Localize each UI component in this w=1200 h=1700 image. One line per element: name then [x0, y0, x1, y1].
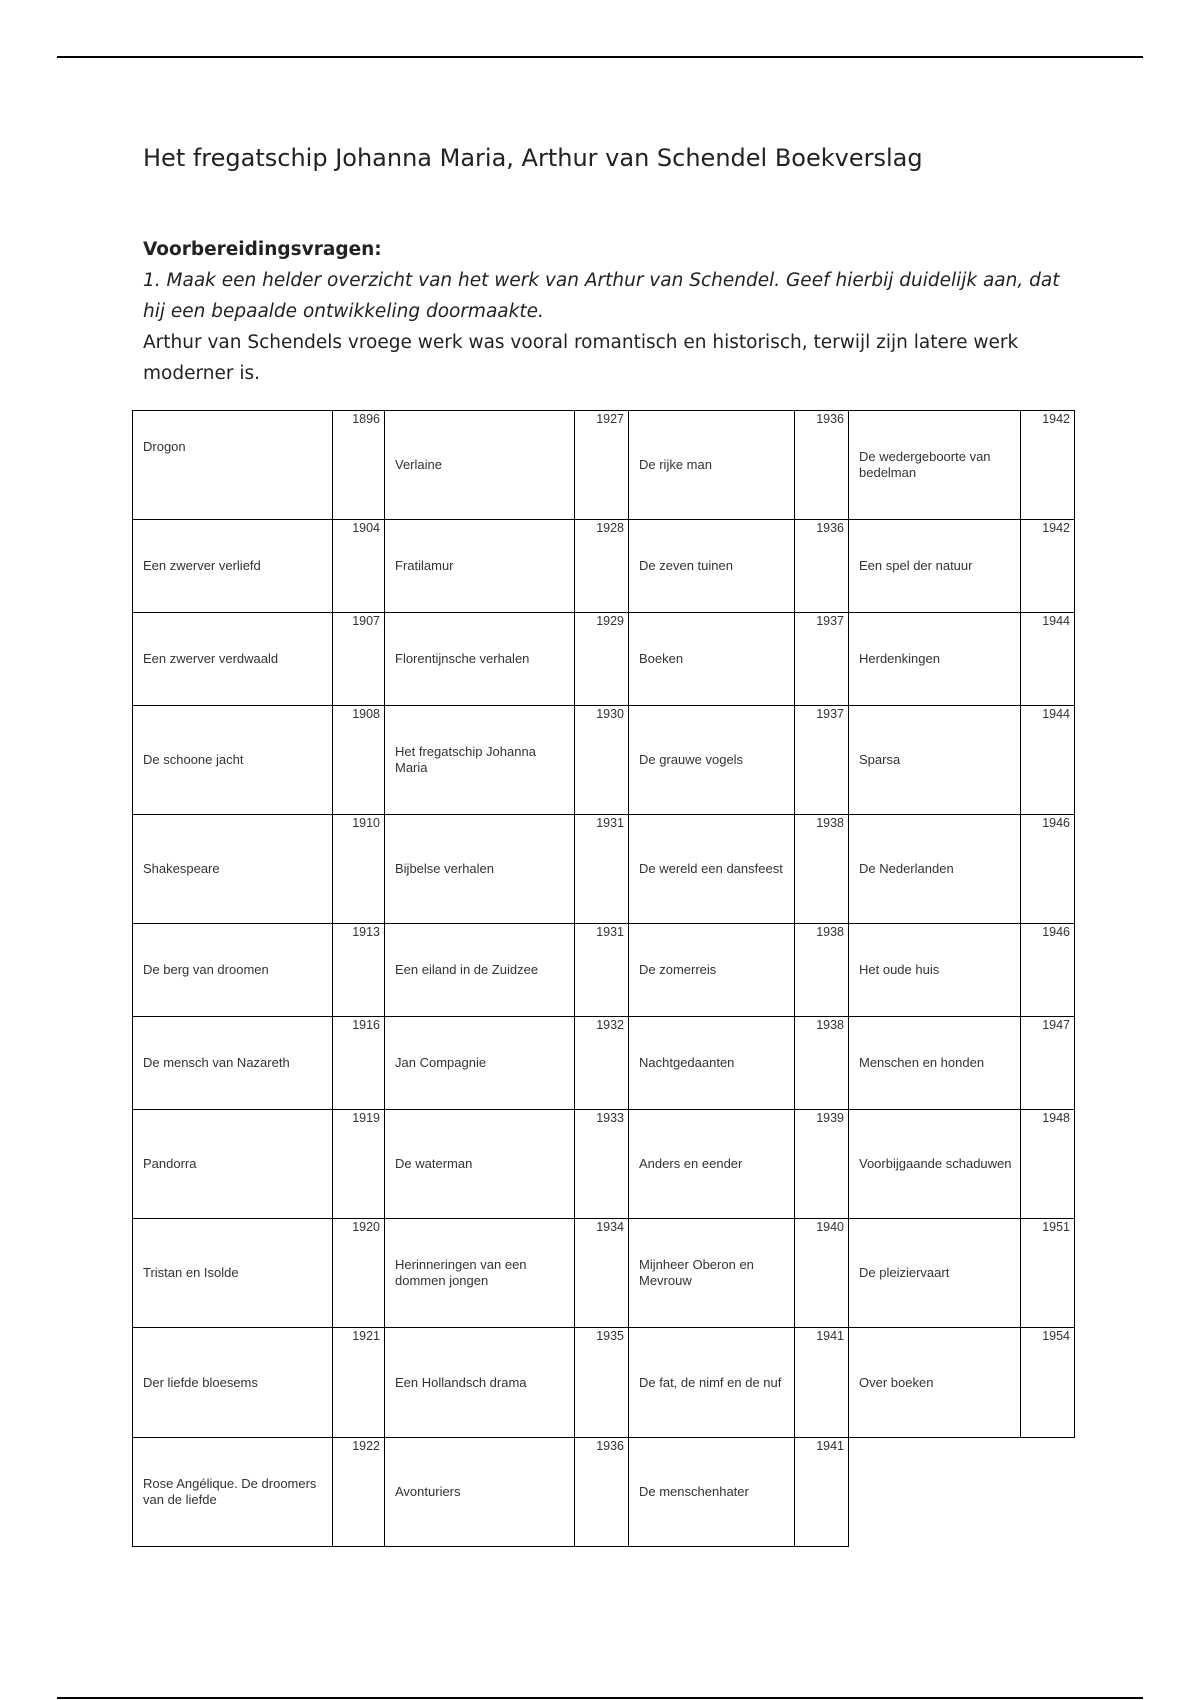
- work-title: Bijbelse verhalen: [395, 861, 495, 876]
- table-row: [133, 1219, 1075, 1328]
- work-title-cell: [385, 613, 575, 706]
- work-year-cell: [795, 520, 849, 613]
- work-year-cell: [795, 1438, 849, 1547]
- work-year-cell: [575, 815, 629, 924]
- work-year: 1941: [816, 1439, 844, 1453]
- work-title-cell: [849, 815, 1021, 924]
- work-title-cell: [849, 613, 1021, 706]
- work-title: Tristan en Isolde: [143, 1265, 239, 1280]
- work-year: 1936: [816, 412, 844, 426]
- work-year: 1919: [352, 1111, 380, 1125]
- work-title-cell: [849, 1328, 1021, 1438]
- work-title: Een Hollandsch drama: [395, 1374, 527, 1390]
- work-title: Een zwerver verdwaald: [143, 651, 279, 666]
- work-title: Jan Compagnie: [395, 1055, 487, 1070]
- work-title: De zomerreis: [639, 962, 717, 977]
- answer-text: Arthur van Schendels vroege werk was vooral romantisch en historisch, terwijl zijn latere werk moderner is.: [143, 332, 1019, 384]
- empty-cell: [1021, 1438, 1075, 1547]
- work-year-cell: [575, 706, 629, 815]
- work-year-cell: [1021, 1110, 1075, 1219]
- work-year: 1948: [1042, 1111, 1070, 1125]
- work-title-cell: [133, 815, 333, 924]
- work-title-cell: [629, 1438, 795, 1547]
- table-row: [133, 1438, 1075, 1547]
- work-year-cell: [795, 1219, 849, 1328]
- work-title: De waterman: [395, 1156, 473, 1171]
- work-title: Avonturiers: [395, 1484, 461, 1499]
- work-title-cell: [629, 924, 795, 1017]
- work-year: 1910: [352, 816, 380, 830]
- work-year-cell: [1021, 520, 1075, 613]
- table-row: [133, 520, 1075, 613]
- work-title-cell: [629, 1328, 795, 1438]
- work-year-cell: [1021, 924, 1075, 1017]
- work-title: Een eiland in de Zuidzee: [395, 962, 539, 977]
- work-title-cell: [385, 411, 575, 520]
- work-year: 1947: [1042, 1018, 1070, 1032]
- work-year-cell: [575, 1438, 629, 1547]
- work-year-cell: [575, 1219, 629, 1328]
- work-title: Het fregatschip Johanna Maria: [395, 744, 536, 775]
- work-title-cell: [849, 1017, 1021, 1110]
- work-year: 1904: [352, 521, 380, 535]
- work-title-cell: [629, 613, 795, 706]
- work-title: De pleiziervaart: [859, 1265, 950, 1280]
- work-year-cell: [795, 706, 849, 815]
- work-year-cell: [575, 411, 629, 520]
- table-row: [133, 1328, 1075, 1438]
- work-title-cell: [133, 1110, 333, 1219]
- work-title: Florentijnsche verhalen: [395, 651, 530, 666]
- work-year: 1935: [596, 1329, 624, 1343]
- work-title: Drogon: [143, 439, 186, 454]
- work-title: De rijke man: [639, 457, 712, 472]
- work-title-cell: [629, 411, 795, 520]
- document-title: Het fregatschip Johanna Maria, Arthur van Schendel Boekverslag: [143, 144, 923, 172]
- work-year: 1907: [352, 614, 380, 628]
- work-year: 1930: [596, 707, 624, 721]
- work-year: 1940: [816, 1220, 844, 1234]
- work-year-cell: [333, 1110, 385, 1219]
- work-year: 1908: [352, 707, 380, 721]
- work-year: 1941: [816, 1329, 844, 1343]
- table-row: [133, 1110, 1075, 1219]
- work-title: Nachtgedaanten: [639, 1055, 735, 1070]
- work-title-cell: [629, 706, 795, 815]
- work-year: 1934: [596, 1220, 624, 1234]
- work-year-cell: [795, 411, 849, 520]
- work-year: 1916: [352, 1018, 380, 1032]
- work-title: Rose Angélique. De droomers van de liefde: [143, 1476, 317, 1507]
- work-title: Sparsa: [859, 752, 901, 767]
- work-title-cell: [849, 411, 1021, 520]
- work-title: Een zwerver verliefd: [143, 558, 261, 573]
- work-title: Shakespeare: [143, 861, 220, 876]
- work-year: 1920: [352, 1220, 380, 1234]
- work-title-cell: [133, 1438, 333, 1547]
- work-year: 1933: [596, 1111, 624, 1125]
- work-title-cell: [133, 1328, 333, 1438]
- work-title-cell: [849, 706, 1021, 815]
- work-title-cell: [629, 1219, 795, 1328]
- work-year-cell: [795, 613, 849, 706]
- work-year-cell: [1021, 411, 1075, 520]
- work-year-cell: [333, 411, 385, 520]
- work-title: De menschenhater: [639, 1484, 749, 1499]
- work-title-cell: [133, 924, 333, 1017]
- header-rule: [57, 56, 1143, 58]
- work-title: De fat, de nimf en de nuf: [639, 1374, 782, 1390]
- work-title-cell: [849, 1219, 1021, 1328]
- work-title-cell: [385, 1110, 575, 1219]
- work-year: 1946: [1042, 816, 1070, 830]
- work-title: Pandorra: [143, 1156, 197, 1171]
- work-title: Fratilamur: [395, 558, 454, 573]
- work-title-cell: [385, 706, 575, 815]
- work-title-cell: [629, 1110, 795, 1219]
- work-title: Anders en eender: [639, 1156, 743, 1171]
- work-title-cell: [385, 1017, 575, 1110]
- work-year-cell: [795, 1110, 849, 1219]
- work-title: De grauwe vogels: [639, 752, 744, 767]
- work-year-cell: [575, 924, 629, 1017]
- work-title: Een spel der natuur: [859, 558, 973, 573]
- work-year-cell: [333, 815, 385, 924]
- section-heading: Voorbereidingsvragen:: [143, 239, 382, 260]
- work-year: 1931: [596, 816, 624, 830]
- work-title: Herinneringen van een dommen jongen: [395, 1257, 527, 1288]
- work-year-cell: [333, 1438, 385, 1547]
- work-title: De zeven tuinen: [639, 558, 733, 573]
- work-year: 1913: [352, 925, 380, 939]
- work-year-cell: [1021, 613, 1075, 706]
- footer-rule: [57, 1697, 1143, 1699]
- work-year-cell: [795, 1017, 849, 1110]
- work-title-cell: [133, 706, 333, 815]
- table-row: [133, 924, 1075, 1017]
- work-year-cell: [575, 520, 629, 613]
- work-title-cell: [133, 1219, 333, 1328]
- work-year: 1954: [1042, 1329, 1070, 1343]
- work-year-cell: [795, 924, 849, 1017]
- work-year-cell: [575, 1017, 629, 1110]
- table-row: [133, 411, 1075, 520]
- work-title: De mensch van Nazareth: [143, 1055, 290, 1070]
- question-text: 1. Maak een helder overzicht van het werk van Arthur van Schendel. Geef hierbij duidelijk aan, dat hij een bepaalde ontwikkeling doormaakte.: [143, 270, 1060, 322]
- work-year-cell: [575, 1110, 629, 1219]
- work-year-cell: [333, 1219, 385, 1328]
- work-year: 1936: [816, 521, 844, 535]
- work-title: Over boeken: [859, 1374, 934, 1390]
- work-year-cell: [333, 613, 385, 706]
- work-title: Voorbijgaande schaduwen: [859, 1156, 1012, 1171]
- work-year: 1921: [352, 1329, 380, 1343]
- work-title: Boeken: [639, 651, 684, 666]
- work-title: De schoone jacht: [143, 752, 244, 767]
- work-title: Herdenkingen: [859, 651, 940, 666]
- work-year-cell: [1021, 1328, 1075, 1438]
- work-year-cell: [333, 1017, 385, 1110]
- work-year-cell: [795, 815, 849, 924]
- work-title-cell: [629, 1017, 795, 1110]
- work-year: 1932: [596, 1018, 624, 1032]
- work-year: 1946: [1042, 925, 1070, 939]
- work-title-cell: [385, 1219, 575, 1328]
- table-row: [133, 613, 1075, 706]
- works-table: [132, 410, 1075, 1547]
- work-year: 1938: [816, 925, 844, 939]
- work-year: 1951: [1042, 1220, 1070, 1234]
- work-title-cell: [385, 1438, 575, 1547]
- work-title: De wereld een dansfeest: [639, 861, 783, 876]
- work-title: Der liefde bloesems: [143, 1374, 258, 1390]
- work-year: 1938: [816, 816, 844, 830]
- work-year-cell: [333, 924, 385, 1017]
- work-title: De berg van droomen: [143, 962, 269, 977]
- work-title-cell: [629, 815, 795, 924]
- empty-cell: [849, 1438, 1021, 1547]
- work-year: 1922: [352, 1439, 380, 1453]
- work-year: 1942: [1042, 521, 1070, 535]
- work-year: 1938: [816, 1018, 844, 1032]
- work-year: 1929: [596, 614, 624, 628]
- work-year-cell: [333, 520, 385, 613]
- work-title: Verlaine: [395, 457, 442, 472]
- work-title-cell: [849, 1110, 1021, 1219]
- work-title: Mijnheer Oberon en Mevrouw: [639, 1257, 754, 1288]
- work-title-cell: [385, 520, 575, 613]
- work-year: 1939: [816, 1111, 844, 1125]
- work-year: 1931: [596, 925, 624, 939]
- table-row: [133, 706, 1075, 815]
- work-title-cell: [385, 924, 575, 1017]
- work-title-cell: [133, 1017, 333, 1110]
- work-year: 1944: [1042, 614, 1070, 628]
- work-year: 1937: [816, 614, 844, 628]
- work-year: 1937: [816, 707, 844, 721]
- work-title-cell: [849, 924, 1021, 1017]
- work-year-cell: [1021, 706, 1075, 815]
- work-year-cell: [575, 613, 629, 706]
- work-title-cell: [133, 613, 333, 706]
- document-body: [143, 234, 1063, 389]
- work-year: 1936: [596, 1439, 624, 1453]
- table-row: [133, 1017, 1075, 1110]
- work-year: 1896: [352, 412, 380, 426]
- work-title-cell: [385, 815, 575, 924]
- work-year-cell: [1021, 1219, 1075, 1328]
- table-row: [133, 815, 1075, 924]
- work-title-cell: [849, 520, 1021, 613]
- work-year-cell: [575, 1328, 629, 1438]
- work-title: De Nederlanden: [859, 861, 954, 876]
- work-title-cell: [385, 1328, 575, 1438]
- work-year-cell: [333, 1328, 385, 1438]
- work-title-cell: [133, 411, 333, 520]
- work-title-cell: [629, 520, 795, 613]
- work-year-cell: [333, 706, 385, 815]
- work-title-cell: [133, 520, 333, 613]
- work-year: 1927: [596, 412, 624, 426]
- work-year-cell: [1021, 1017, 1075, 1110]
- work-year: 1944: [1042, 707, 1070, 721]
- work-year-cell: [795, 1328, 849, 1438]
- work-title: De wedergeboorte van bedelman: [859, 449, 991, 480]
- work-year: 1942: [1042, 412, 1070, 426]
- work-title: Menschen en honden: [859, 1055, 985, 1070]
- work-year: 1928: [596, 521, 624, 535]
- work-year-cell: [1021, 815, 1075, 924]
- work-title: Het oude huis: [859, 962, 940, 977]
